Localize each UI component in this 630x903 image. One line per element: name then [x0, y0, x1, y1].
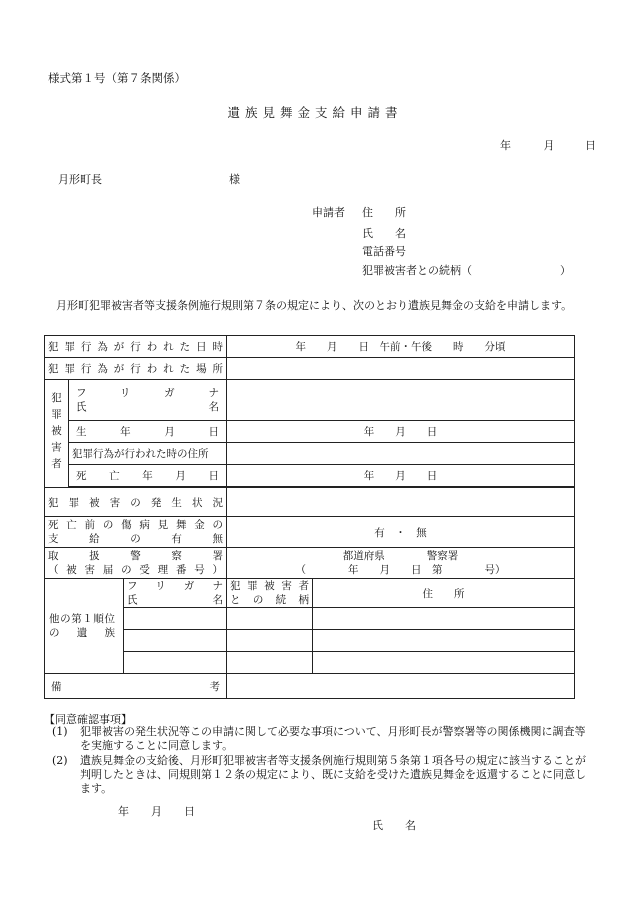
- form-number: 様式第１号（第７条関係）: [48, 71, 186, 85]
- victim-name-sublabel: 氏名: [76, 401, 220, 413]
- applicant-address: 住 所: [362, 206, 406, 219]
- heir-name-subheader: 氏名: [127, 594, 224, 606]
- damage-status-value[interactable]: [227, 488, 575, 517]
- row-place: [45, 358, 575, 380]
- consent-item-1-number: (1): [52, 725, 68, 738]
- heir-name-cell[interactable]: [124, 608, 227, 630]
- heir-row: [45, 630, 575, 652]
- intro-text: 月形町犯罪被害者等支援条例施行規則第７条の規定により、次のとおり遺族見舞金の支給を申請します。: [56, 299, 573, 312]
- applicant-label: 申請者: [312, 206, 345, 219]
- victim-name-value[interactable]: [227, 380, 575, 421]
- row-damage-status: [45, 488, 575, 517]
- applicant-phone: 電話番号: [362, 245, 406, 258]
- heir-address-cell[interactable]: [313, 630, 575, 652]
- victim-death-value[interactable]: 年 月 日: [227, 465, 575, 487]
- victim-death-label: 死亡年月日: [69, 465, 227, 487]
- consent-item-2-number: (2): [52, 754, 68, 767]
- consent-item-1-text: 犯罪被害の発生状況等この申請に関して必要な事項について、月形町長が警察署等の関係機関に調査等を実施することに同意します。: [80, 725, 586, 752]
- pre-death-value[interactable]: 有 ・ 無: [227, 517, 575, 548]
- consent-item-1: [52, 725, 592, 753]
- heir-relation-cell[interactable]: [227, 652, 313, 674]
- date-month: 月: [543, 139, 555, 152]
- heir-name-header: [124, 579, 227, 608]
- signature-date: 年 月 日: [118, 805, 195, 818]
- datetime-value[interactable]: 年 月 日 午前・午後 時 分頃: [227, 336, 575, 358]
- victim-address-value[interactable]: [227, 443, 575, 465]
- consent-item-2-text: 遺族見舞金の支給後、月形町犯罪被害者等支援条例施行規則第５条第１項各号の規定に該当することが判明したときは、同規則第１２条の規定により、既に支給を受けた遺族見舞金を返還することに同意します。: [80, 754, 586, 795]
- police-label-line2: （被害届の受理番号）: [48, 564, 224, 576]
- row-police: [45, 548, 575, 579]
- applicant-relation: 犯罪被害者との続柄（ ）: [362, 264, 571, 277]
- heir-row: [45, 608, 575, 630]
- heir-furigana-header: フリガナ: [127, 580, 224, 592]
- victim-address-label: 犯罪行為が行われた時の住所: [69, 443, 227, 465]
- victim-birth-label: 生年月日: [69, 421, 227, 443]
- victim-birth-value[interactable]: 年 月 日: [227, 421, 575, 443]
- applicant-name: 氏 名: [362, 227, 406, 240]
- row-victim-name: [45, 380, 575, 421]
- other-heirs-text: 他の第１順位の遺族: [49, 613, 115, 639]
- police-value-line1: 都道府県 警察署: [342, 550, 459, 562]
- row-heirs-header: [45, 579, 575, 608]
- datetime-label: 犯罪行為が行われた日時: [45, 336, 227, 358]
- heir-address-cell[interactable]: [313, 608, 575, 630]
- heir-row: [45, 652, 575, 674]
- place-value[interactable]: [227, 358, 575, 380]
- victim-group-label: 犯罪被害者: [45, 380, 69, 488]
- honorific: 様: [229, 173, 240, 186]
- addressee: 月形町長: [58, 173, 102, 186]
- consent-title: 【同意確認事項】: [44, 713, 132, 726]
- document-title: 遺族見舞金支給申請書: [227, 105, 403, 120]
- heir-address-header: 住 所: [313, 579, 575, 608]
- victim-furigana-label: フリガナ: [76, 387, 220, 399]
- application-table: [44, 335, 575, 699]
- heir-relation-header: [227, 579, 313, 608]
- date-year: 年: [500, 139, 511, 152]
- consent-item-2: [52, 754, 592, 796]
- victim-name-label: [69, 380, 227, 421]
- damage-status-label: 犯罪被害の発生状況: [45, 488, 227, 517]
- row-datetime: [45, 336, 575, 358]
- row-victim-death: [45, 465, 575, 487]
- heir-relation-line1: 犯罪被害者: [230, 580, 310, 592]
- pre-death-label-line2: 支給の有無: [48, 533, 224, 545]
- heir-relation-line2: との続柄: [230, 594, 310, 606]
- heir-name-cell[interactable]: [124, 630, 227, 652]
- pre-death-label: [45, 517, 227, 548]
- police-label: [45, 548, 227, 579]
- application-date: [490, 137, 596, 153]
- pre-death-label-line1: 死亡前の傷病見舞金の: [48, 519, 224, 531]
- police-label-line1: 取扱警察署: [48, 550, 224, 562]
- signature-name[interactable]: 氏 名: [372, 819, 416, 832]
- remarks-value[interactable]: [227, 674, 575, 699]
- row-victim-birth: [45, 421, 575, 443]
- police-value-line2: （ 年 月 日 第 号）: [295, 564, 506, 576]
- heir-address-cell[interactable]: [313, 652, 575, 674]
- heir-relation-cell[interactable]: [227, 630, 313, 652]
- police-value[interactable]: [227, 548, 575, 579]
- heir-name-cell[interactable]: [124, 652, 227, 674]
- date-day: 日: [585, 139, 596, 152]
- remarks-label: 備考: [45, 674, 227, 699]
- row-victim-address: [45, 443, 575, 465]
- row-pre-death: [45, 517, 575, 548]
- heir-relation-cell[interactable]: [227, 608, 313, 630]
- row-remarks: [45, 674, 575, 699]
- place-label: 犯罪行為が行われた場所: [45, 358, 227, 380]
- other-heirs-label: [45, 579, 124, 674]
